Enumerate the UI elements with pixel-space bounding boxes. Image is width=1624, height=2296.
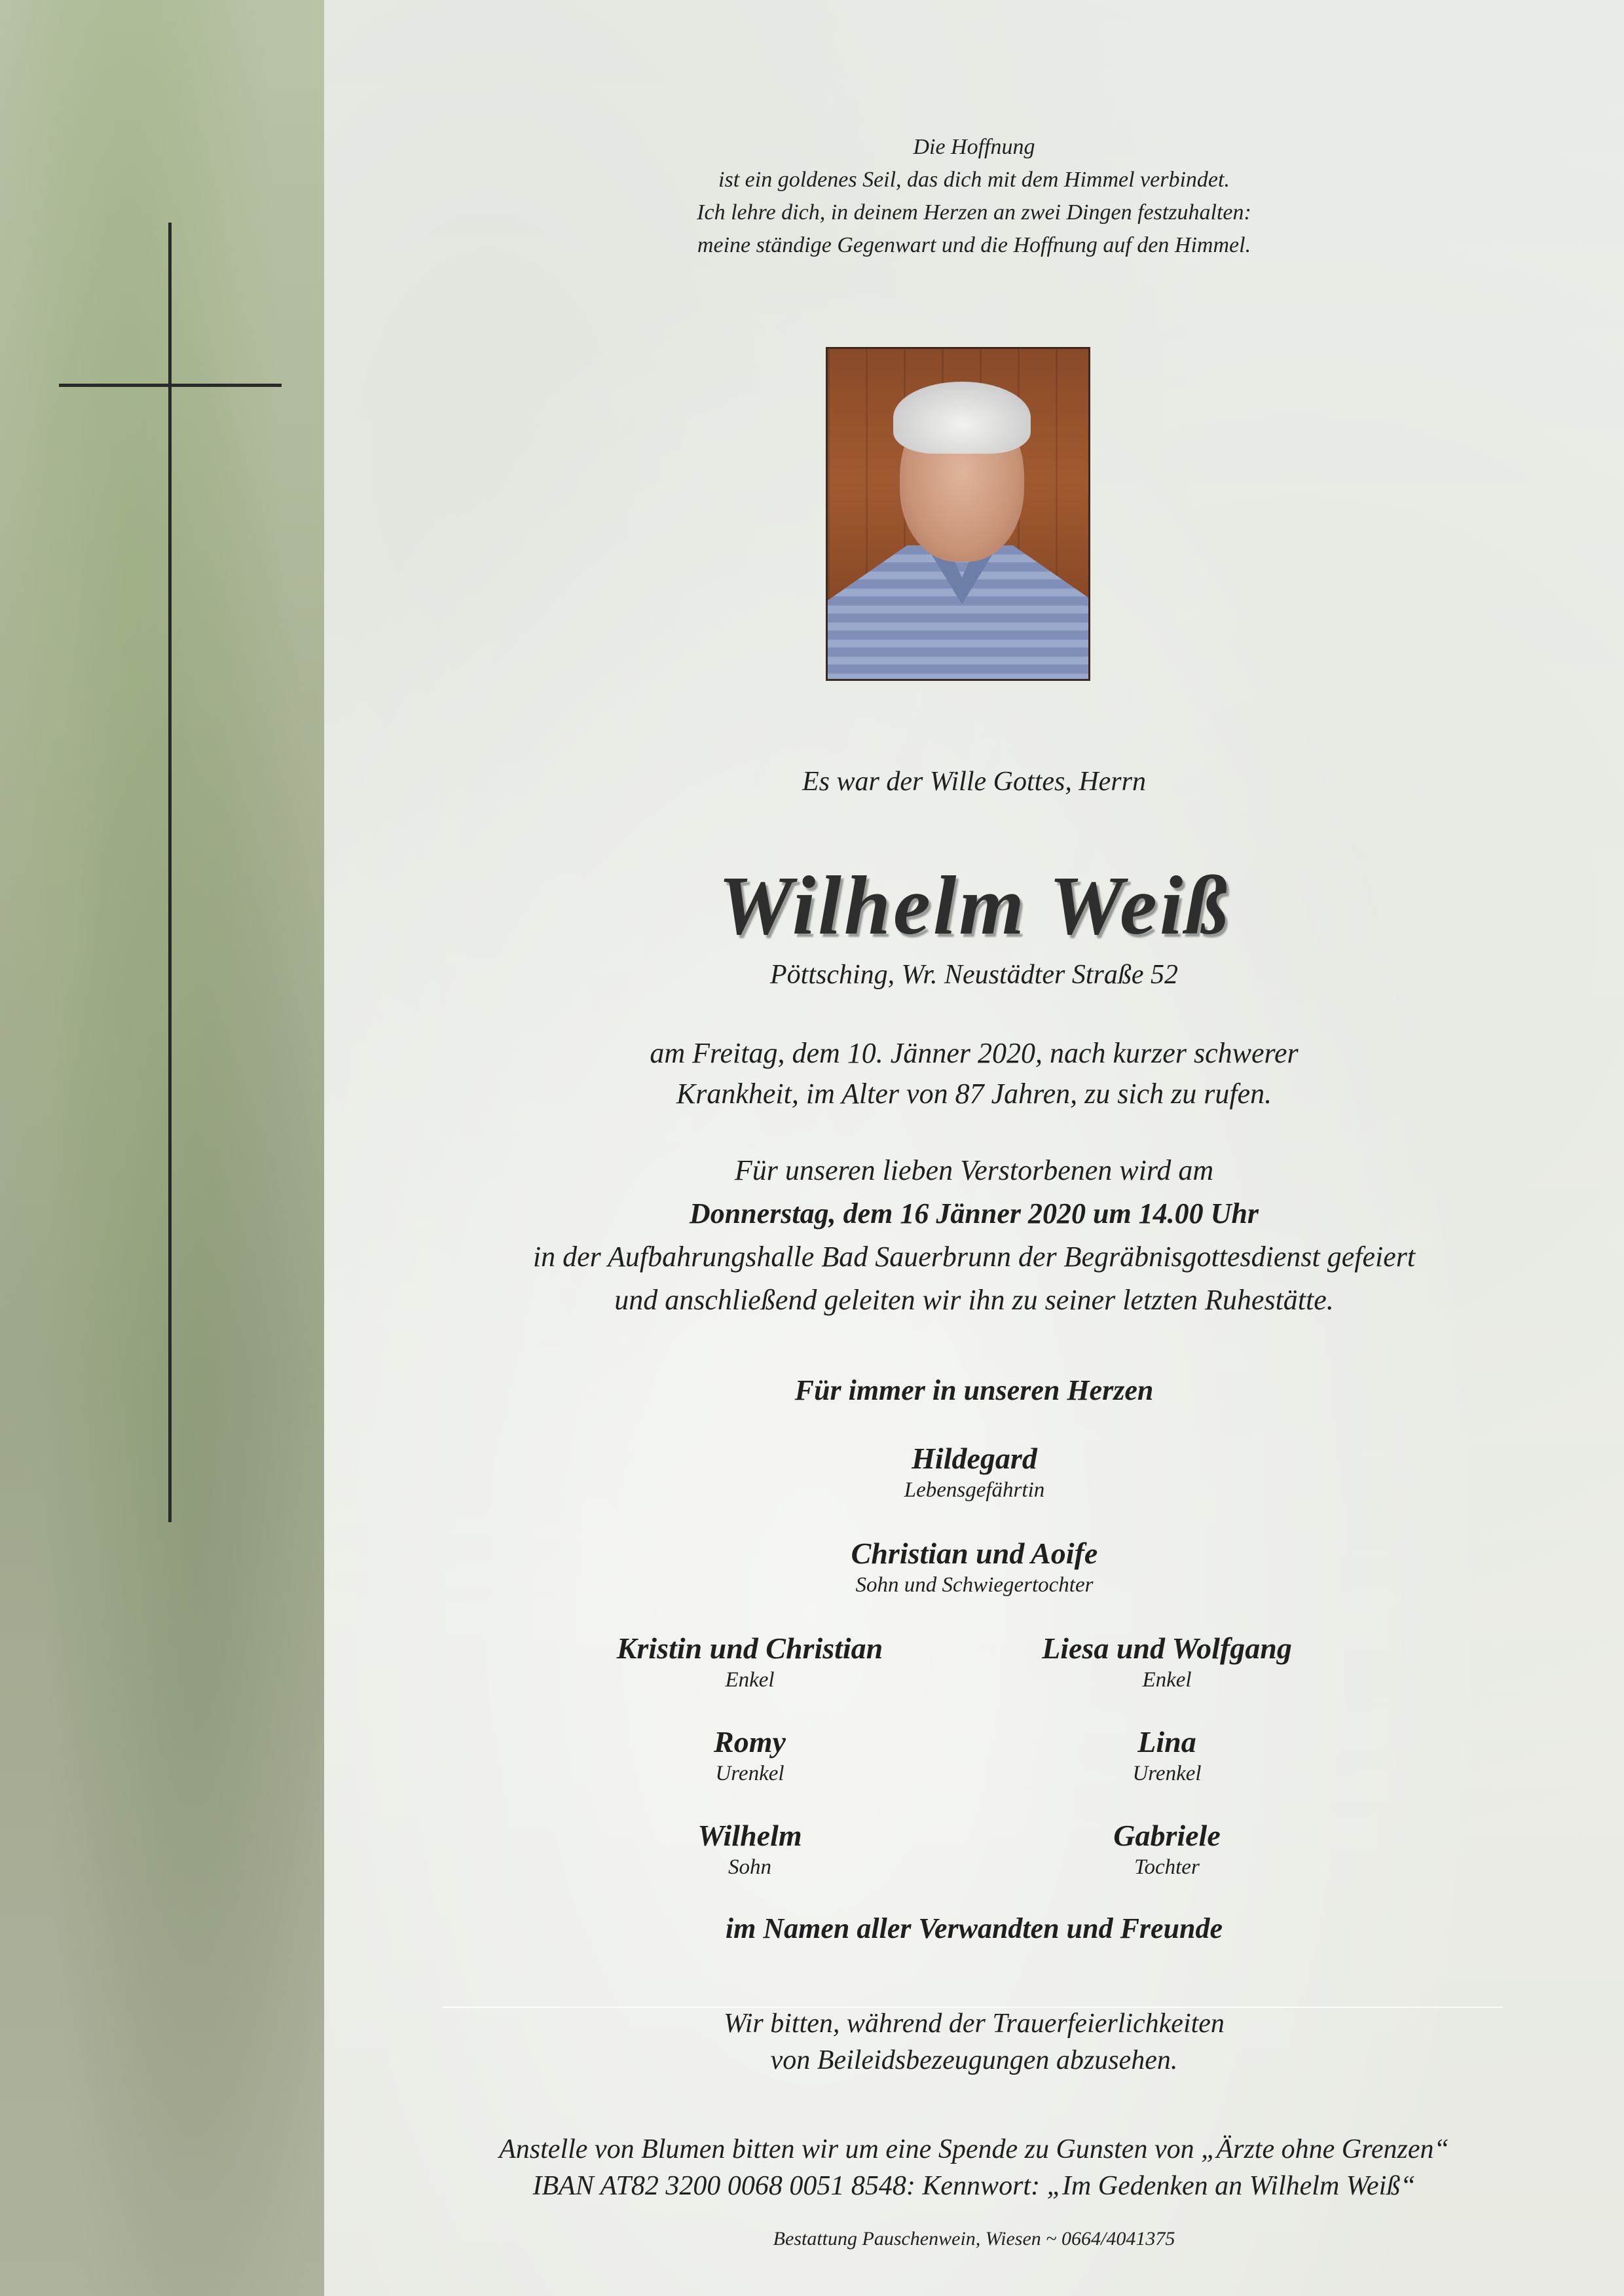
donation-line: Anstelle von Blumen bitten wir um eine Spende zu Gunsten von „Ärzte ohne Grenzen“ xyxy=(499,2134,1449,2164)
mourner-entry xyxy=(521,1724,979,1787)
behalf-line: im Namen aller Verwandten und Freunde xyxy=(725,1912,1223,1944)
mourner-name: Kristin und Christian xyxy=(616,1631,883,1665)
condolence-note xyxy=(324,2005,1624,2079)
mourner-relation: Enkel xyxy=(1142,1668,1192,1692)
death-notice xyxy=(324,1033,1624,1114)
mourner-entry xyxy=(938,1817,1396,1880)
mourner-entry xyxy=(521,1817,979,1880)
motto-poem xyxy=(324,131,1624,262)
motto-line: Ich lehre dich, in deinem Herzen an zwei Dingen festzuhalten: xyxy=(697,200,1251,225)
funeral-line: Für unseren lieben Verstorbenen wird am xyxy=(734,1154,1214,1186)
condolence-line: von Beileidsbezeugungen abzusehen. xyxy=(770,2045,1178,2075)
deceased-name: Wilhelm Weiß xyxy=(718,859,1230,952)
funeral-line: und anschließend geleiten wir ihn zu seiner letzten Ruhestätte. xyxy=(614,1284,1334,1316)
motto-line: ist ein goldenes Seil, das dich mit dem Himmel verbindet. xyxy=(718,168,1230,192)
death-line: Krankheit, im Alter von 87 Jahren, zu sich zu rufen. xyxy=(676,1078,1272,1110)
donation-note xyxy=(324,2131,1624,2204)
portrait-photo xyxy=(826,347,1090,681)
mourner-name: Wilhelm xyxy=(697,1819,802,1852)
side-panel xyxy=(0,0,324,2296)
mourner-relation: Sohn und Schwiegertochter xyxy=(855,1573,1094,1597)
mourner-entry xyxy=(938,1724,1396,1787)
mourner-name: Gabriele xyxy=(1113,1819,1221,1852)
mourner-entry xyxy=(521,1630,979,1693)
deceased-address: Pöttsching, Wr. Neustädter Straße 52 xyxy=(770,960,1178,990)
mourner-entry xyxy=(745,1535,1204,1598)
mourner-relation: Urenkel xyxy=(1132,1762,1202,1785)
mourner-relation: Lebensgefährtin xyxy=(904,1478,1045,1502)
mourner-name: Hildegard xyxy=(912,1442,1037,1475)
mourner-entry xyxy=(938,1630,1396,1693)
funeral-details xyxy=(324,1149,1624,1322)
mourner-entry xyxy=(745,1440,1204,1503)
obituary-content xyxy=(324,0,1624,2296)
mourner-relation: Enkel xyxy=(725,1668,775,1692)
condolence-line: Wir bitten, während der Trauerfeierlichkeiten xyxy=(724,2009,1225,2039)
mourner-name: Christian und Aoife xyxy=(851,1537,1098,1570)
funeral-line: in der Aufbahrungshalle Bad Sauerbrunn der Begräbnisgottesdienst gefeiert xyxy=(532,1241,1416,1273)
funeral-date: Donnerstag, dem 16 Jänner 2020 um 14.00 Uhr xyxy=(689,1197,1259,1230)
mourner-relation: Sohn xyxy=(728,1855,771,1879)
intro-text: Es war der Wille Gottes, Herrn xyxy=(802,767,1146,797)
cross-icon-vertical xyxy=(168,223,172,1522)
mourner-name: Lina xyxy=(1137,1725,1196,1758)
mourner-relation: Tochter xyxy=(1134,1855,1200,1879)
cross-icon-horizontal xyxy=(59,384,282,387)
donation-iban: IBAN AT82 3200 0068 0051 8548: Kennwort: „Im Gedenken an Wilhelm Weiß“ xyxy=(532,2171,1416,2201)
death-line: am Freitag, dem 10. Jänner 2020, nach kurzer schwerer xyxy=(650,1037,1299,1069)
motto-line: Die Hoffnung xyxy=(913,135,1035,159)
hearts-heading: Für immer in unseren Herzen xyxy=(794,1374,1154,1406)
funeral-home-footer: Bestattung Pauschenwein, Wiesen ~ 0664/4041375 xyxy=(773,2228,1175,2250)
mourner-name: Liesa und Wolfgang xyxy=(1042,1631,1292,1665)
motto-line: meine ständige Gegenwart und die Hoffnung auf den Himmel. xyxy=(697,233,1251,257)
mourner-relation: Urenkel xyxy=(715,1762,784,1785)
mourner-name: Romy xyxy=(714,1725,786,1758)
